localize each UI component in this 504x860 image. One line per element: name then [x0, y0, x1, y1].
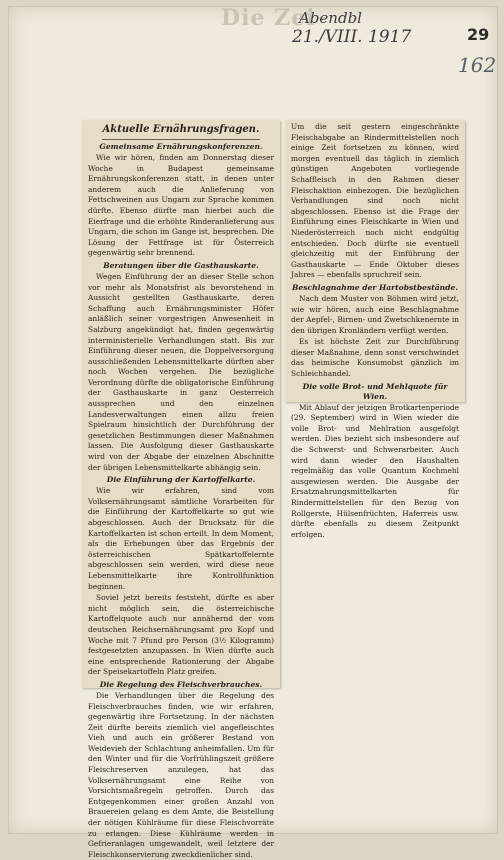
section-heading: Die volle Brot- und Mehlquote für Wien.	[302, 381, 448, 401]
page-number: 29	[467, 25, 490, 44]
section-heading: Beratungen über die Gasthauskarte.	[103, 260, 259, 270]
section-heading: Die Regelung des Fleischverbrauches.	[99, 679, 263, 689]
handwritten-date: 21./VIII. 1917	[292, 27, 412, 47]
title-rule	[102, 139, 260, 140]
article-paragraph: Nach dem Muster von Böhmen wird jetzt, wie wir hören, auch eine Beschlagnahme der Aepfel-, Birnen- und Zwetschkenernte in den übrigen Kronländern verfügt werden.	[291, 293, 459, 335]
article-paragraph: Mit Ablauf der jetzigen Brotkartenperiode (29. September) wird in Wien wieder die volle Brot- und Mehlration ausgefolgt werden. Dies bezieht sich insbesondere auf die Schwerst- und Schwerarbeiter. Auch wird dann wieder den Haushalten regelmäßig das volle Quantum Kochmehl ausgewiesen werden. Die Ausgabe der Ersatznahrungsmittelkarten für Rindermittelstellen für den Bezug von Rollgerste, Hülsenfrüchten, Haferreis usw. dürfte ebenfalls zu diesem Zeitpunkt erfolgen.	[291, 402, 459, 539]
article-title: Aktuelle Ernährungsfragen.	[102, 124, 260, 135]
article-paragraph: Wie wir hören, finden am Donnerstag dieser Woche in Budapest gemeinsame Ernährungskonferenzen statt, in denen unter anderem auch die Anlieferung von Fettschweinen aus Ungarn zur Sprache kommen dürfte. Ebenso dürfte man hierbei auch die Eierfrage und die erhöhte Rinderanlieferung aus Ungarn, die schon im Gange ist, besprechen. Die Lösung der Fettfrage ist für Österreich gegenwärtig sehr brennend.	[88, 153, 274, 258]
handwritten-folio-number: 162	[458, 53, 497, 77]
article-paragraph: Um die seit gestern eingeschränkte Fleischabgabe an Rindermittelstellen noch einige Zeit fortsetzen zu können, wird morgen eventuell das täglich in ziemlich günstigen Angeboten vorliegende Schaffleisch in den Rahmen dieser Fleischaktion einbezogen. Die bezüglichen Verhandlungen sind noch nicht abgeschlossen. Ebenso ist die Frage der Einführung eines Fleischkarte in Wien und Niederösterreich noch nicht endgültig entschieden. Doch dürfte sie eventuell gleichzeitig mit der Einführung der Gasthauskarte — Ende Oktober dieses Jahres — ebenfalls spruchreif sein.	[291, 122, 459, 280]
section-heading: Gemeinsame Ernährungskonferenzen.	[99, 142, 263, 151]
article-paragraph: Soviel jetzt bereits feststeht, dürfte es aber nicht möglich sein, die österreichische Kartoffelquote auch nur annähernd der vom deutschen Reichsernährungsamt pro Kopf und Woche mit 7 Pfund pro Person (3½ Kilogramm) festgesetzten anzupassen. In Wien dürfte auch eine entsprechende Rationierung der Abgabe der Speisekartoffeln Platz greifen.	[88, 593, 274, 677]
newspaper-masthead: Die Zei	[221, 5, 316, 31]
clipping-left-column	[82, 120, 280, 859]
section-heading: Die Einführung der Kartoffelkarte.	[106, 475, 256, 485]
article-paragraph: Wie wir erfahren, sind vom Volksernährungsamt sämtliche Vorarbeiten für die Einführung der Kartoffelkarte so gut wie abgeschlossen. Auch der Drucksatz für die Kartoffelkarten ist schon erteilt. In dem Moment, als die Erhebungen über das Ergebnis der österreichischen Spätkartoffelernte abgeschlossen sein werden, wird diese neue Lebensmittelkarte ihre Kontrollfunktion beginnen.	[88, 486, 274, 591]
handwritten-edition-note: Abendbl	[299, 9, 362, 27]
article-paragraph: Wegen Einführung der an dieser Stelle schon vor mehr als Monatsfrist als bevorstehend in Aussicht gestellten Gasthauskarte, deren Schaffung auch Ernährungsminister Höfer anläßlich seiner vorgestrigen Anwesenheit in Salzburg angekündigt hat, finden gegenwärtig interministerielle Verhandlungen statt. Bis zur Einführung dieser neuen, die Doppelversorgung ausschließenden Lebensmittelkarte dürften aber noch Wochen vergehen. Die bezügliche Verordnung dürfte die obligatorische Einführung der Gasthauskarte in ganz Oesterreich aussprechen und den einzelnen Landesverwaltungen einen allzu freien Spielraum hinsichtlich der Durchführung der gesetzlichen Bestimmungen dieser Maßnahmen lassen. Die Ausfolgung dieser Gasthauskarte wird von der Abgabe der einzelnen Abschnitte der übrigen Lebensmittelkarte abhängig sein.	[88, 271, 274, 472]
left-column-body	[88, 142, 274, 860]
article-paragraph: Die Verhandlungen über die Regelung des Fleischverbrauches finden, wie wir erfahren, gegenwärtig ihre Fortsetzung. In der nächsten Zeit dürfte bereits ziemlich viel angefleischtes Vieh und auch ein größerer Bestand von Weidevieh der Schlachtung anheimfallen. Um für den Winter und für die Vorfrühlingszeit größere Fleischreserven anzulegen, hat das Volksernährungsamt eine Reihe von Vorsichtsmaßregeln getroffen. Durch das Entgegenkommen einer großen Anzahl von Brauereien gelang es dem Amte, die Beistellung der nötigen Kühlräume für diese Fleischvorräte zu erlangen. Diese Kühlräume werden in Gefrieranlagen umgewandelt, weil letztere der Fleischkonservierung zweckdienlicher sind.	[88, 690, 274, 859]
right-column-body	[291, 122, 459, 540]
article-paragraph: Es ist höchste Zeit zur Durchführung dieser Maßnahme, denn sonst verschwindet das heimische Konsumobst gänzlich im Schleichhandel.	[291, 337, 459, 379]
section-heading: Beschlagnahme der Hartobstbestände.	[292, 282, 458, 292]
clipping-right-column	[285, 120, 465, 539]
